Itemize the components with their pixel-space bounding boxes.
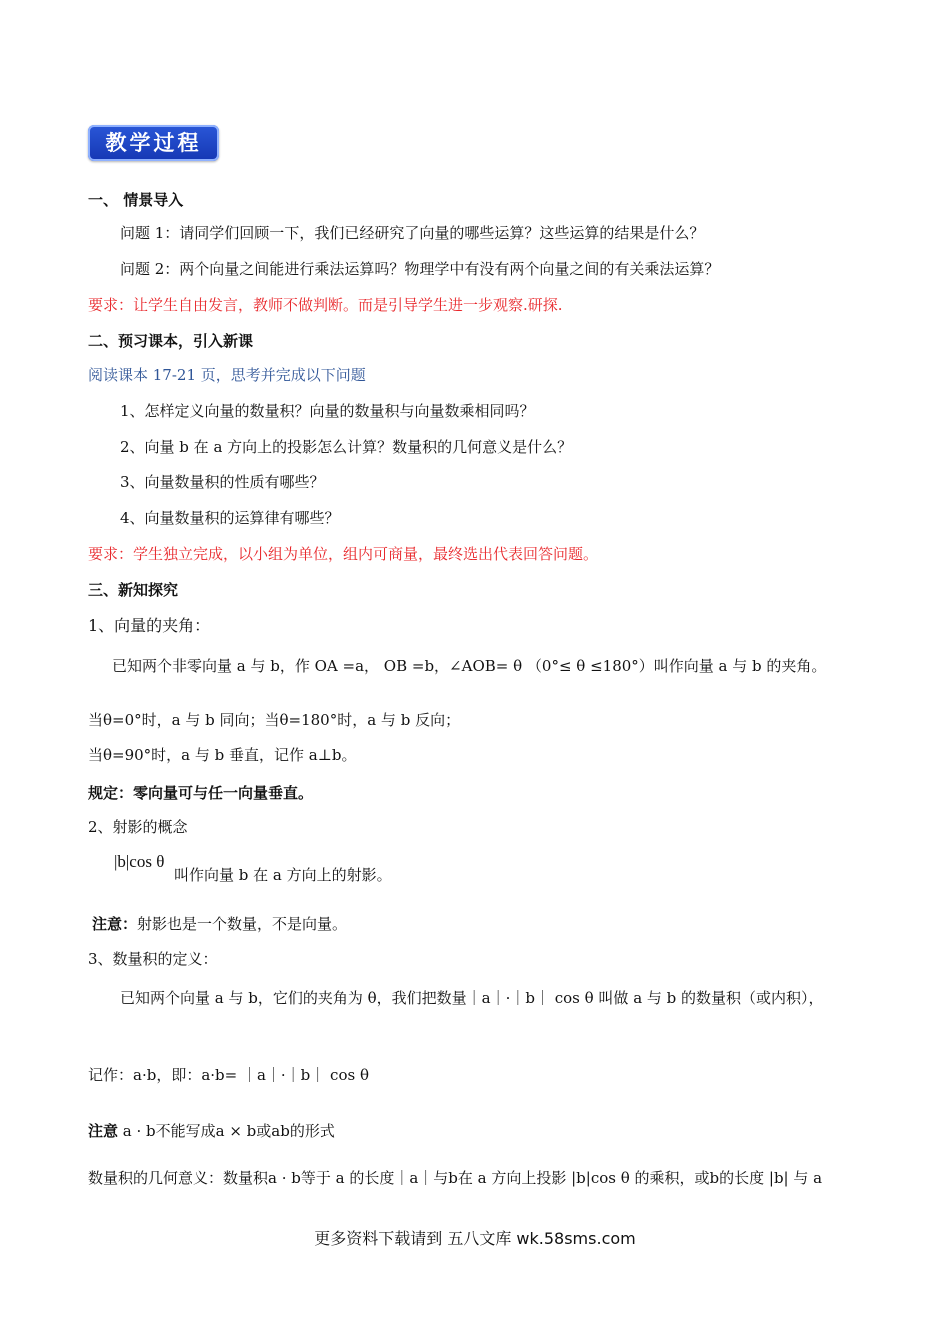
angle-definition: 已知两个非零向量 a 与 b，作 OA =a， OB =b，∠AOB= θ （0°≤ θ ≤180°）叫作向量 a 与 b 的夹角。 <box>112 657 827 675</box>
footer-download-link[interactable]: 更多资料下载请到 五八文库 wk.58sms.com <box>314 1229 636 1248</box>
requirement-1: 要求：让学生自由发言，教师不做判断。而是引导学生进一步观察.研探. <box>88 296 563 314</box>
section-heading-2: 二、预习课本，引入新课 <box>88 332 254 350</box>
dot-product-definition: 已知两个向量 a 与 b，它们的夹角为 θ，我们把数量｜a｜·｜b｜ cos θ 叫做 a 与 b 的数量积（或内积）， <box>120 989 824 1007</box>
angle-case-same-opposite: 当θ=0°时，a 与 b 同向；当θ=180°时，a 与 b 反向； <box>88 711 461 729</box>
preview-question-3: 3、向量数量积的性质有哪些？ <box>120 473 325 491</box>
subheading-projection: 2、射影的概念 <box>88 818 188 836</box>
notation-note <box>88 1120 335 1141</box>
requirement-2: 要求：学生独立完成，以小组为单位，组内可商量，最终选出代表回答问题。 <box>88 545 599 563</box>
note-label: 注意： <box>92 915 138 933</box>
subheading-dot-product: 3、数量积的定义： <box>88 950 218 968</box>
section-heading-3: 三、新知探究 <box>88 581 179 599</box>
note2-label: 注意 <box>88 1122 119 1140</box>
projection-note <box>92 913 347 934</box>
projection-definition: 叫作向量 b 在 a 方向上的射影。 <box>174 866 392 884</box>
reading-instruction: 阅读课本 17-21 页，思考并完成以下问题 <box>88 366 366 384</box>
subheading-angle: 1、向量的夹角： <box>88 616 211 635</box>
angle-case-perpendicular: 当θ=90°时，a 与 b 垂直，记作 a⊥b。 <box>88 746 357 764</box>
question-2: 问题 2：两个向量之间能进行乘法运算吗？物理学中有没有两个向量之间的有关乘法运算？ <box>120 260 720 278</box>
note-text: 射影也是一个数量，不是向量。 <box>137 915 348 933</box>
question-1: 问题 1：请同学们回顾一下，我们已经研究了向量的哪些运算？这些运算的结果是什么？ <box>120 224 705 242</box>
dot-product-notation: 记作：a·b，即：a·b= ｜a｜·｜b｜ cos θ <box>88 1066 369 1084</box>
section-banner: 教学过程 <box>88 125 219 161</box>
preview-question-4: 4、向量数量积的运算律有哪些？ <box>120 509 340 527</box>
projection-formula: |b|cos θ <box>114 852 165 871</box>
geometric-meaning: 数量积的几何意义：数量积a · b等于 a 的长度｜a｜与b在 a 方向上投影 |b|cos θ 的乘积，或b的长度 |b| 与 a <box>88 1169 823 1187</box>
note2-text: a · b不能写成a × b或ab的形式 <box>118 1122 335 1140</box>
preview-question-2: 2、向量 b 在 a 方向上的投影怎么计算？数量积的几何意义是什么？ <box>120 438 573 456</box>
section-heading-1: 一、 情景导入 <box>88 191 184 209</box>
zero-vector-rule: 规定：零向量可与任一向量垂直。 <box>88 784 314 802</box>
preview-question-1: 1、怎样定义向量的数量积？向量的数量积与向量数乘相同吗？ <box>120 402 535 420</box>
